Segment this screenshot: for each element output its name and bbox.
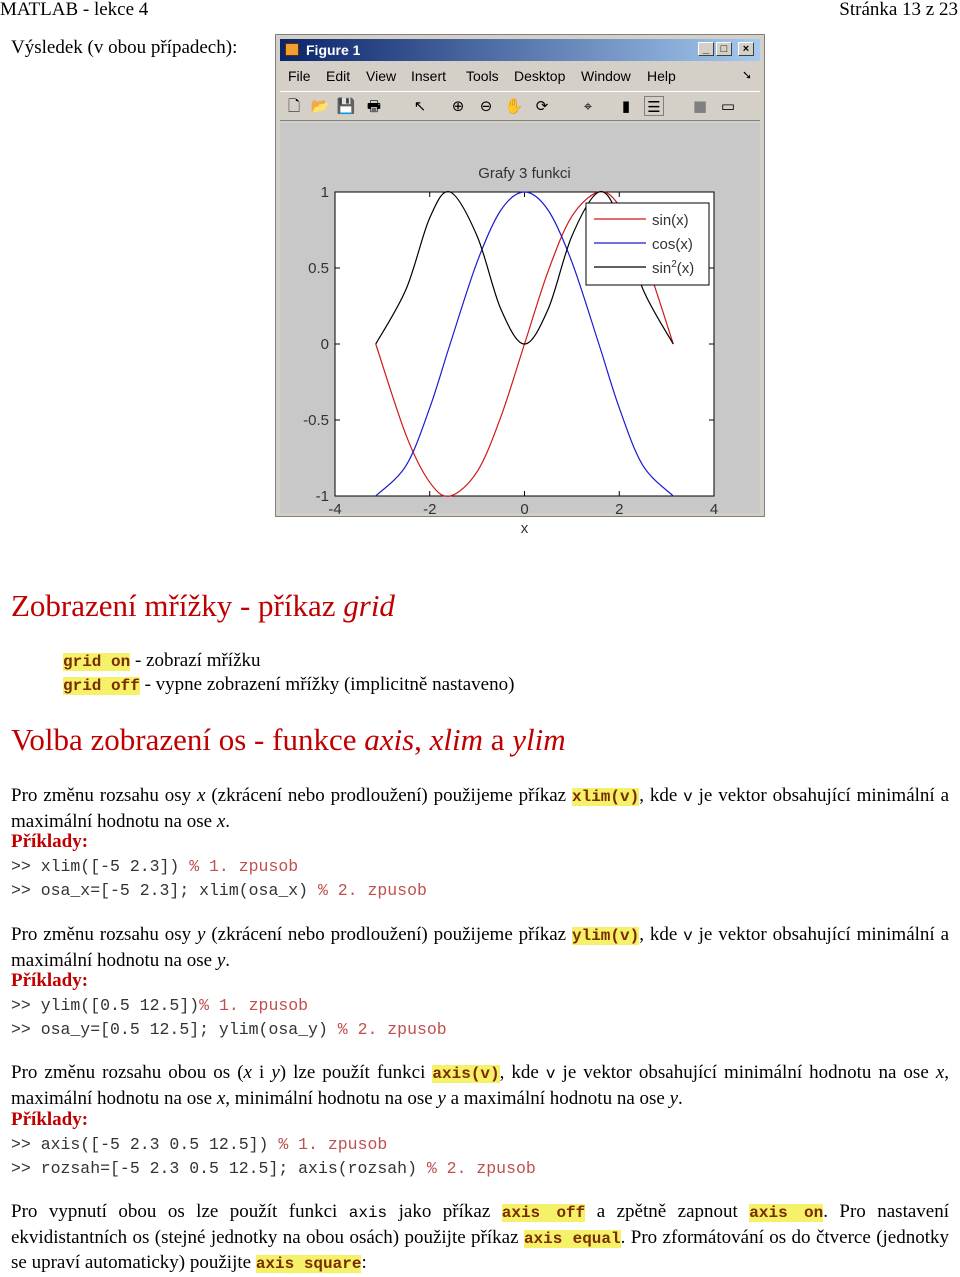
data-cursor-icon[interactable]: ⌖ bbox=[583, 97, 593, 115]
y-tick-label: 0.5 bbox=[308, 260, 329, 277]
xlim-paragraph: Pro změnu rozsahu osy x (zkrácení nebo prodloužení) použijeme příkaz xlim(v), kde v je vektor obsahující minimální a maximální hodnotu na ose x. bbox=[11, 785, 949, 832]
code-grid-on: grid on bbox=[63, 653, 131, 671]
pointer-icon[interactable]: ↖ bbox=[413, 97, 427, 115]
page-header-title: MATLAB - lekce 4 bbox=[0, 0, 149, 20]
menu-window[interactable]: Window bbox=[581, 68, 631, 84]
dock-arrow-icon[interactable]: ➘ bbox=[742, 68, 753, 82]
examples-label-x: Příklady: bbox=[11, 831, 89, 852]
hide-plot-tools-icon[interactable]: ■ bbox=[692, 97, 708, 115]
menu-desktop[interactable]: Desktop bbox=[514, 68, 566, 84]
x-tick-label: -2 bbox=[423, 501, 437, 518]
x-tick-label: 2 bbox=[615, 501, 624, 518]
y-tick-label: 1 bbox=[320, 184, 329, 201]
code-ylim: ylim(v) bbox=[571, 927, 640, 945]
rotate-icon[interactable]: ⟳ bbox=[535, 97, 549, 115]
minimize-button[interactable]: _ bbox=[698, 42, 714, 56]
example-axis-2: >> rozsah=[-5 2.3 0.5 12.5]; axis(rozsah) % 2. zpusob bbox=[11, 1159, 536, 1178]
close-button[interactable]: × bbox=[738, 42, 754, 56]
figure-toolbar bbox=[280, 91, 760, 121]
x-tick-label: -4 bbox=[328, 501, 342, 518]
menu-help[interactable]: Help bbox=[647, 68, 676, 84]
menu-edit[interactable]: Edit bbox=[326, 68, 351, 84]
legend-label-sin: sin(x) bbox=[652, 212, 689, 229]
menu-tools[interactable]: Tools bbox=[466, 68, 499, 84]
menu-file[interactable]: File bbox=[288, 68, 311, 84]
new-icon[interactable]: 🗋 bbox=[287, 97, 301, 115]
ylim-paragraph: Pro změnu rozsahu osy y (zkrácení nebo prodloužení) použijeme příkaz ylim(v), kde v je vektor obsahující minimální a maximální hodnotu na ose y. bbox=[11, 924, 949, 971]
figure-menubar bbox=[280, 65, 760, 87]
examples-label-y: Příklady: bbox=[11, 970, 89, 991]
menu-insert[interactable]: Insert bbox=[411, 68, 447, 84]
figure-titlebar[interactable] bbox=[280, 39, 760, 61]
chart-title: Grafy 3 funkci bbox=[478, 165, 571, 182]
example-ylim-2: >> osa_y=[0.5 12.5]; ylim(osa_y) % 2. zpusob bbox=[11, 1020, 447, 1039]
example-xlim-2: >> osa_x=[-5 2.3]; xlim(osa_x) % 2. zpusob bbox=[11, 881, 427, 900]
legend[interactable] bbox=[586, 203, 709, 285]
save-icon[interactable]: 💾 bbox=[336, 97, 356, 115]
axis-paragraph: Pro změnu rozsahu obou os (x i y) lze použít funkci axis(v), kde v je vektor obsahující minimální hodnotu na ose x, maximální hodnotu na ose x, minimální hodnotu na ose y a maximální hodnotu na ose y. bbox=[11, 1062, 949, 1109]
maximize-button[interactable]: □ bbox=[716, 42, 732, 56]
y-tick-label: -1 bbox=[315, 488, 329, 505]
legend-label-cos: cos(x) bbox=[652, 236, 693, 253]
example-ylim-1: >> ylim([0.5 12.5])% 1. zpusob bbox=[11, 996, 309, 1015]
y-tick-label: 0 bbox=[320, 336, 329, 353]
zoom-out-icon[interactable]: ⊖ bbox=[479, 97, 493, 115]
x-tick-label: 4 bbox=[709, 501, 719, 518]
code-axis-off: axis off bbox=[501, 1204, 586, 1222]
grid-on-line: grid on - zobrazí mřížku bbox=[63, 650, 261, 671]
figure-title: Figure 1 bbox=[306, 42, 361, 58]
menu-view[interactable]: View bbox=[366, 68, 397, 84]
code-axis-on: axis on bbox=[749, 1204, 824, 1222]
y-tick-label: -0.5 bbox=[303, 412, 329, 429]
section-heading-axis: Volba zobrazení os - funkce axis, xlim a ylim bbox=[11, 722, 566, 757]
plot-area bbox=[280, 123, 760, 537]
section-heading-grid: Zobrazení mřížky - příkaz grid bbox=[11, 588, 395, 623]
examples-label-axis: Příklady: bbox=[11, 1109, 89, 1130]
pan-icon[interactable]: ✋ bbox=[504, 97, 524, 115]
example-xlim-1: >> xlim([-5 2.3]) % 1. zpusob bbox=[11, 857, 299, 876]
page-number: Stránka 13 z 23 bbox=[839, 0, 958, 20]
code-axis: axis(v) bbox=[432, 1065, 500, 1083]
code-grid-off: grid off bbox=[63, 677, 140, 695]
figure-window bbox=[275, 34, 765, 537]
example-axis-1: >> axis([-5 2.3 0.5 12.5]) % 1. zpusob bbox=[11, 1135, 388, 1154]
legend-label-sin2: $\sin^2(x)$ bbox=[652, 259, 695, 277]
matlab-logo-icon bbox=[285, 43, 299, 56]
grid-off-line: grid off - vypne zobrazení mřížky (implicitně nastaveno) bbox=[63, 674, 515, 695]
print-icon[interactable]: 🖶 bbox=[366, 97, 382, 115]
legend-icon[interactable]: ☰ bbox=[644, 96, 664, 116]
code-xlim: xlim(v) bbox=[571, 788, 640, 806]
axis-options-paragraph: Pro vypnutí obou os lze použít funkci axis jako příkaz axis off a zpětně zapnout axis on. Pro nastavení ekvidistantních os (stejné jednotky na obou osách) použijte příkaz axis equal. Pro zformátování os do čtverce (jednotky se upraví automaticky) použijte axis square: bbox=[11, 1201, 950, 1273]
x-axis-label: x bbox=[520, 520, 529, 537]
intro-text: Výsledek (v obou případech): bbox=[11, 37, 238, 58]
zoom-in-icon[interactable]: ⊕ bbox=[451, 97, 465, 115]
colorbar-icon[interactable]: ▮ bbox=[621, 97, 631, 115]
show-plot-tools-icon[interactable]: ▭ bbox=[720, 97, 736, 115]
x-tick-label: 0 bbox=[520, 501, 529, 518]
open-icon[interactable]: 📂 bbox=[310, 97, 330, 115]
code-axis-square: axis square bbox=[255, 1255, 362, 1273]
code-axis-equal: axis equal bbox=[523, 1229, 621, 1248]
